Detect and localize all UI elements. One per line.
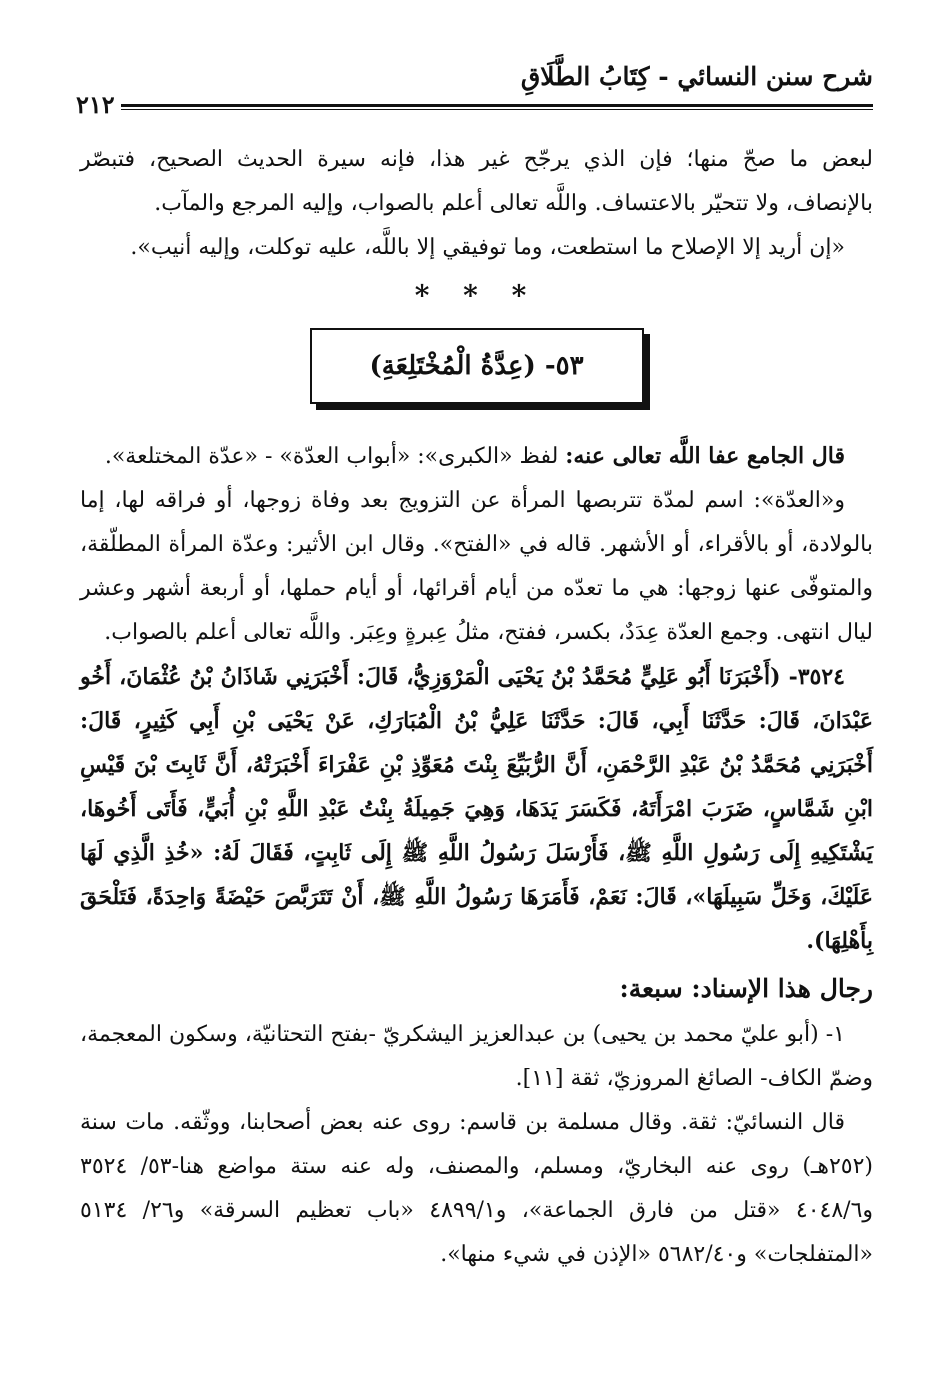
narrator-1-note: قال النسائيّ: ثقة. وقال مسلمة بن قاسم: روى عنه بعض أصحابنا، ووثّقه. مات سنة (٢٥٢هـ) روى عنه البخاريّ، ومسلم، والمصنف، وله عنه ستة مواضع هنا-٥٣/ ٣٥٢٤ و٤٠٤٨/٦ «قتل من فارق الجماعة»، و٤٨٩٩/١ «باب تعظيم السرقة» و٢٦/ ٥١٣٤ «المتفلجات» و٥٦٨٢/٤٠ «الإذن في شيء منها». bbox=[80, 1110, 874, 1267]
commentary-rest: لفظ «الكبرى»: «أبواب العدّة» - «عدّة المختلعة». bbox=[104, 444, 566, 469]
chapter-box-wrap bbox=[80, 328, 873, 404]
commentary-lead: قال الجامع عفا اللَّه تعالى عنه: bbox=[565, 443, 845, 469]
header-rule-thin bbox=[70, 109, 873, 110]
hadith-text: ٣٥٢٤- (أَخْبَرَنَا أَبُو عَلِيٍّ مُحَمَّدُ بْنُ يَحْيَى الْمَرْوَزِيُّ، قَالَ: أَخْبَرَنِي شَاذَانُ بْنُ عُثْمَانَ، أَخُو عَبْدَانَ، قَالَ: حَدَّثَنَا أَبِي، قَالَ: حَدَّثَنَا عَلِيُّ بْنُ الْمُبَارَكِ، عَنْ يَحْيَى بْنِ أَبِي كَثِيرٍ، قَالَ: أَخْبَرَنِي مُحَمَّدُ بْنُ عَبْدِ الرَّحْمَنِ، أَنَّ الرُّبَيِّعَ بِنْتَ مُعَوِّذِ بْنِ عَفْرَاءَ أَخْبَرَتْهُ، أَنَّ ثَابِتَ بْنَ قَيْسِ ابْنِ شَمَّاسٍ، ضَرَبَ امْرَأَتَهُ، فَكَسَرَ يَدَهَا، وَهِيَ جَمِيلَةُ بِنْتُ عَبْدِ اللَّهِ بْنِ أُبَيٍّ، فَأَتَى أَخُوهَا، يَشْتَكِيهِ إِلَى رَسُولِ اللَّهِ ﷺ، فَأَرْسَلَ رَسُولُ اللَّهِ ﷺ إِلَى ثَابِتٍ، فَقَالَ لَهُ: «خُذِ الَّذِي لَهَا عَلَيْكَ، وَخَلِّ سَبِيلَهَا»، قَالَ: نَعَمْ، فَأَمَرَهَا رَسُولُ اللَّهِ ﷺ، أَنْ تَتَرَبَّصَ حَيْضَةً وَاحِدَةً، فَتَلْحَقَ بِأَهْلِهَا). bbox=[80, 664, 873, 954]
book-page bbox=[70, 60, 873, 1360]
commentary-paragraph-1 bbox=[80, 434, 873, 479]
hadith-block bbox=[80, 655, 873, 963]
narrators-heading: رجال هذا الإسناد: سبعة: bbox=[619, 974, 873, 1003]
chapter-title: ٥٣- (عِدَّةُ الْمُخْتَلِعَةِ) bbox=[369, 351, 584, 381]
page-header bbox=[70, 60, 873, 119]
page-body bbox=[80, 138, 873, 1277]
section-separator: * * * bbox=[414, 279, 539, 312]
page-number: ٢١٢ bbox=[70, 90, 121, 119]
chapter-title-box bbox=[310, 328, 644, 404]
narrator-1: ١- (أبو عليّ محمد بن يحيى) بن عبدالعزيز اليشكريّ -بفتح التحتانيّة، وسكون المعجمة، وضمّ الكاف- الصائغ المروزيّ، ثقة [١١]. bbox=[80, 1022, 873, 1091]
running-title: شرح سنن النسائي - كِتَابُ الطَّلَاقِ bbox=[520, 62, 873, 91]
commentary-paragraph-2: و«العدّة»: اسم لمدّة تتربصها المرأة عن التزويج بعد وفاة زوجها، أو فراقه لها، إما بالولادة، أو بالأقراء، أو الأشهر. قاله في «الفتح». وقال ابن الأثير: وعدّة المرأة المطلّقة، والمتوفّى عنها زوجها: هي ما تعدّه من أيام أقرائها، أو أيام حملها، أو أربعة أشهر وعشر ليال انتهى. وجمع العدّة عِدَدٌ، بكسر، ففتح، مثلُ عِبرةٍ وعِبَر. واللَّه تعالى أعلم بالصواب. bbox=[80, 488, 873, 645]
header-rule-thick bbox=[70, 104, 873, 107]
intro-paragraph: لبعض ما صحّ منها؛ فإن الذي يرجّح غير هذا، فإنه سيرة الحديث الصحيح، فتبصّر بالإنصاف، ولا تتحيّر بالاعتساف. واللَّه تعالى أعلم بالصواب، وإليه المرجع والمآب. bbox=[80, 147, 873, 216]
quran-quote-paragraph: «إن أريد إلا الإصلاح ما استطعت، وما توفيقي إلا باللَّه، عليه توكلت، وإليه أنيب». bbox=[130, 235, 845, 260]
